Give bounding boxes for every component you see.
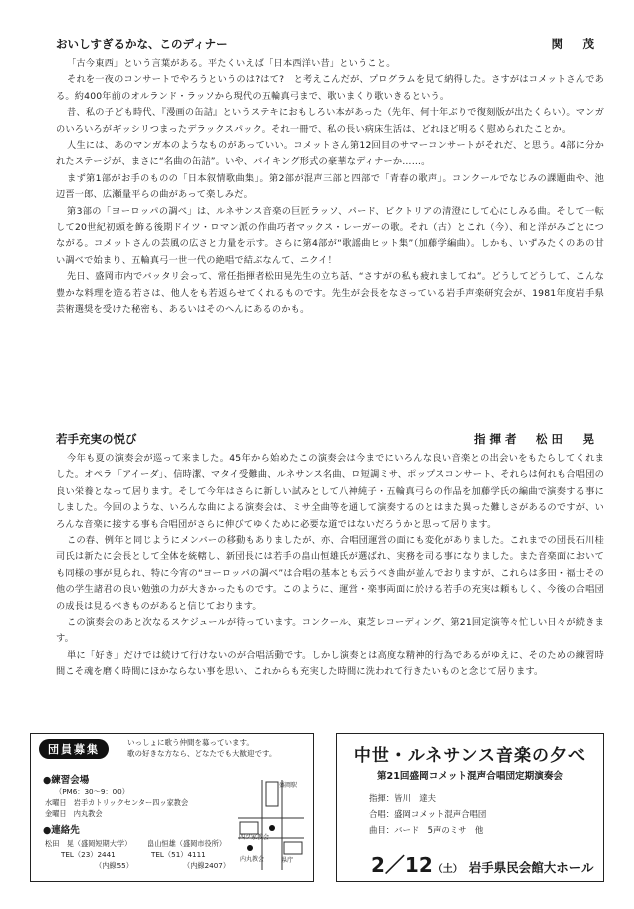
contact-2-name: 畠山恒雄（盛岡市役所）	[147, 839, 227, 848]
concert-date: 2／12	[371, 853, 433, 877]
concert-program-row	[369, 824, 483, 836]
recruit-intro	[127, 737, 276, 759]
essay-1-paragraph: 第3部の「ヨーロッパの調べ」は、ルネサンス音楽の巨匠ラッソ、パード、ビクトリアの清澄にして心にしみる曲。そして一転して20世紀初頭を飾る後期ドイツ・ロマン派の作曲巧者マックス・レーガーの歌。それ（古）とこれ（今）、和と洋がみごとにつながる。コメットさんの芸風の広さと力量を示す。さらに第4部が“歌謡曲ヒット集”（加藤学編曲）。しかも、いずみたくのあの甘い調べで始まり、五輪真弓一世一代の絶唱で結ぶなんて、ニクイ！	[56, 205, 604, 266]
essay-2	[56, 431, 604, 681]
concert-title: 中世・ルネサンス音楽の夕べ	[353, 746, 587, 766]
contact-2-ext: （内線2407）	[183, 861, 231, 870]
essay-1-author: 関 茂	[551, 37, 598, 51]
concert-choir-row	[369, 808, 486, 820]
row-value: 皆川 達夫	[394, 793, 436, 803]
concert-subtitle: 第21回盛岡コメット混声合唱団定期演奏会	[376, 771, 564, 782]
essay-1-paragraph: 先日、盛岡市内でバッタリ会って、常任指揮者松田晃先生の立ち話、“さすがの私も疲れましてね”。どうしてどうして、こんな豊かな料理を造る若さは、他人をも若返らせてくれるものです。先生が会長をなさっている岩手声楽研究会が、1981年度岩手県芸術選奨を受けた秘密も、あるいはそのへんにあるのかも。	[56, 271, 604, 316]
recruit-intro-line: いっしょに歌う仲間を募っています。	[127, 738, 254, 747]
essay-1-header	[56, 36, 604, 52]
essay-2-paragraph: この演奏会のあと次なるスケジュールが待っています。コンクール、東芝レコーディング、第21回定演等々忙しい日々が続きます。	[56, 617, 604, 645]
essay-2-header	[56, 431, 604, 447]
essay-2-paragraph: この春、例年と同じようにメンバーの移動もありましたが、亦、合唱団運営の面にも変化がありました。これまでの団長石川桂司氏は新たに会長として全体を統轄し、新団長には若手の畠山恒雄氏が選ばれ、実務を司る事になりました。また音楽面においても同様の事が見られ、特に今宵の“ヨーロッパの調べ”は合唱の基本とも云うべき曲が並んでおりますが、これらは多田・福士その他の学生諸君の良い勉強の力が大きかったものです。このように、運営・楽事両面に於ける若手の充実は頼もしく、今後の合唱団の成長は見るべきものがあると信じております。	[56, 535, 604, 612]
contact-1-name: 松田 晃（盛岡短期大学）	[45, 839, 132, 848]
contact-1-ext: （内線55）	[95, 861, 133, 870]
concert-announcement-box	[336, 733, 604, 882]
row-key: 曲目：	[369, 825, 395, 835]
row-value: バード 5声のミサ 他	[394, 825, 484, 835]
essay-1	[56, 36, 604, 319]
essay-2-title: 若手充実の悦び	[56, 432, 137, 446]
essay-1-title: おいしすぎるかな、このディナー	[56, 37, 228, 51]
row-key: 合唱：	[369, 809, 395, 819]
concert-weekday: （土）	[432, 864, 463, 875]
map-label: 県庁	[281, 857, 294, 864]
essay-2-author: 指揮者 松田 晃	[474, 432, 598, 446]
recruit-intro-line: 歌の好きな方なら、どなたでも大歓迎です。	[127, 749, 277, 758]
essay-1-paragraph: それを一夜のコンサートでやろうというのは?はて? と考えこんだが、プログラムを見て納得した。さすがはコメットさんである。約400年前のオルランド・ラッソから現代の五輪真弓まで、歌いまくり歌いきるという。	[56, 74, 604, 102]
member-recruitment-box	[30, 733, 314, 882]
essay-2-body	[56, 451, 604, 681]
practice-time: （PM6：30〜9：00）	[55, 787, 129, 796]
church-marker-icon	[247, 845, 253, 851]
train-station-icon	[266, 782, 278, 806]
essay-1-paragraph: 人生には、あのマンガ本のようなものがあっていい。コメットさん第12回目のサマーコンサートがそれだ、と思う。4部に分かれたステージが、まさに“名曲の缶詰”。いや、バイキング形式の豪華なディナーか……。	[56, 140, 604, 168]
map-label: 四ツ家教会	[239, 834, 270, 841]
concert-conductor-row	[369, 792, 436, 804]
practice-venue-fri: 金曜日 内丸教会	[45, 809, 103, 818]
map-label: 盛岡駅	[279, 782, 298, 789]
church-marker-icon	[269, 825, 275, 831]
contact-label: ●連絡先	[43, 825, 80, 836]
recruit-badge: 団員募集	[39, 739, 109, 759]
row-value: 盛岡コメット混声合唱団	[394, 809, 487, 819]
essay-1-body	[56, 56, 604, 319]
essay-2-paragraph: 今年も夏の演奏会が巡って来ました。45年から始めたこの演奏会は今までにいろんな良い音楽との出会いをもたらしてくれました。オペラ「アイーダ」、信時潔、マタイ受難曲、ルネサンス名曲、ロ短調ミサ、ポップスコンサート、それらは何れも合唱団の良い栄養となって居ります。そして今年はさらに新しい試みとして八神純子・五輪真弓らの作品を加藤学氏の編曲で演奏する事にしました。今回のような、いろんな曲による演奏会は、ミサ全曲等を通して演奏するのとはまた異った難しさがあるのですが、いろんな音楽に接する事も合唱団がさらに伸びてゆくために必要な道ではないだろうかと思って居ります。	[56, 453, 604, 530]
concert-venue: 岩手県民会館大ホール	[468, 860, 594, 875]
essay-1-paragraph: まず第1部がお手のものの「日本叙情歌曲集」。第2部が混声三部と四部で「青春の歌声」。コンクールでなじみの課題曲や、池辺晋一郎、広瀬量平らの曲があって楽しみだ。	[56, 172, 604, 201]
practice-venue-label: ●練習会場	[43, 775, 90, 786]
map-label: 内丸教会	[240, 856, 265, 863]
essay-2-paragraph: 単に「好き」だけでは続けて行けないのが合唱活動です。しかし演奏とは高度な精神的行為であるがゆえに、そのための練習時間こそ魂を磨く時間にほかならない事を思い、これからも充実した時間に洗われて行きたいものと念じて居ります。	[56, 649, 604, 678]
contact-2-tel: TEL（51）4111	[151, 850, 206, 859]
row-key: 指揮：	[369, 793, 395, 803]
contact-1-tel: TEL（23）2441	[61, 850, 116, 859]
essay-1-paragraph: 「古今東西」という言葉がある。平たくいえば「日本西洋い昔」ということ。	[67, 58, 396, 69]
concert-date-venue	[371, 849, 594, 878]
essay-1-paragraph: 昔、私の子ども時代、『漫画の缶詰』というステキにおもしろい本があった（先年、何十年ぶりで復刻版が出たくらい）。マンガのいろいろがギッシリつまったデラックスパック。それ一冊で、私の長い病床生活は、どれほど明るく慰められたことか。	[56, 107, 604, 135]
practice-venue-wed: 水曜日 岩手カトリックセンター四ッ家教会	[45, 798, 189, 807]
